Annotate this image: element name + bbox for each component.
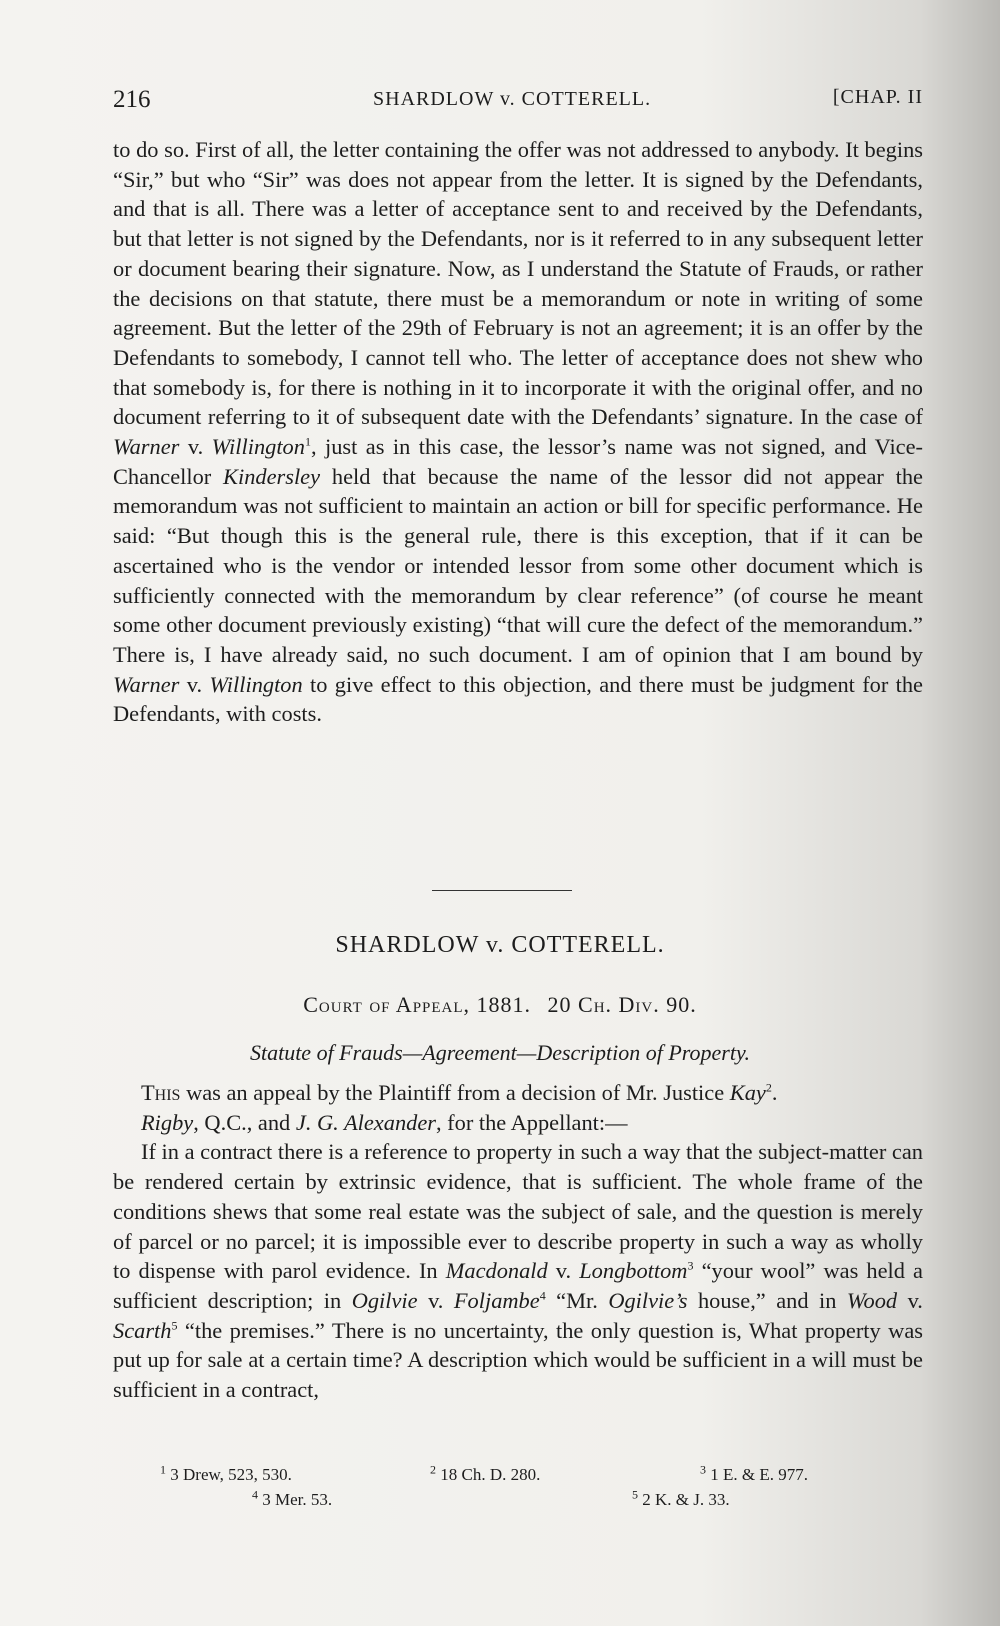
case-name: Wood xyxy=(846,1287,898,1313)
case-name: Scarth xyxy=(113,1317,172,1343)
page-number: 216 xyxy=(113,86,151,113)
judgment-text xyxy=(113,135,923,729)
footnote: $^3$ 1 E. & E. 977. xyxy=(700,1462,808,1484)
argument-paragraph: If in a contract there is a reference to property in such a way that the subject-matter can be rendered certain by extrinsic evidence, that is sufficient. The whole frame of the conditions shews that some real estate was the subject of sale, and the question is merely of parcel or no parcel; it is impossible ever to describe property in such a way as wholly to dispense with parol evidence. In Macdonald v. Longbottom$^3$ “your wool” was held a sufficient description; in Ogilvie v. Foljambe$^4$ “Mr. Ogilvie’s house,” and in Wood v. Scarth$^5$ “the premises.” There is no uncertainty, the only question is, What property was put up for sale at a certain time? A description which would be sufficient in a will must be sufficient in a contract, xyxy=(113,1139,923,1403)
court-line xyxy=(0,992,1000,1018)
footnote-ref: 5 xyxy=(171,1318,178,1333)
case-name: Foljambe xyxy=(453,1287,540,1313)
case-name: Ogilvie’s xyxy=(608,1287,688,1313)
case-name: Macdonald xyxy=(445,1258,548,1284)
citation: 20 Ch. Div. 90. xyxy=(547,992,697,1017)
footnote: $^4$ 3 Mer. 53. xyxy=(252,1487,333,1509)
appeal-line: This was an appeal by the Plaintiff from a decision of Mr. Justice Kay$^2$. xyxy=(141,1080,778,1105)
footnote-ref: 1 xyxy=(304,434,311,449)
counsel-line: Rigby, Q.C., and J. G. Alexander, for the Appellant:— xyxy=(141,1109,628,1135)
footnote: $^2$ 18 Ch. D. 280. xyxy=(430,1462,541,1484)
subject-heading: Statute of Frauds—Agreement—Description of Property. xyxy=(249,1040,751,1065)
section-divider xyxy=(432,890,572,891)
case-name: Willington xyxy=(209,671,303,697)
chapter-label: [CHAP. II xyxy=(832,86,923,108)
case-name: Longbottom xyxy=(579,1258,688,1284)
running-title: SHARDLOW v. COTTERELL. xyxy=(373,88,652,110)
running-header xyxy=(113,84,923,124)
judgment-paragraph: to do so. First of all, the letter containing the offer was not addressed to anybody. It begins “Sir,” but who “Sir” was does not appear from the letter. It is signed by the Defendants, and that is all. There was a letter of acceptance sent to and received by the Defendants, but that letter is not signed by the Defendants, nor is it referred to in any subsequent letter or document bearing their signature. Now, as I understand the Statute of Frauds, or rather the decisions on that statute, there must be a memorandum or note in writing of some agreement. But the letter of the 29th of February is not an agreement; it is an offer by the Defendants to somebody, I cannot tell who. The letter of acceptance does not shew who that somebody is, for there is nothing in it to incorporate it with the original offer, and no document referring to it of subsequent date with the Defendants’ signature. In the case of Warner v. Willington$^1$, just as in this case, the lessor’s name was not signed, and Vice-Chancellor Kindersley held that because the name of the lessor did not appear the memorandum was not sufficient to maintain an action or bill for specific performance. He said: “But though this is the general rule, there is this exception, that if it can be ascertained who is the vendor or intended lessor from some other document which is sufficiently connected with the memorandum by clear reference” (of course he meant some other document previously existing) “that will cure the defect of the memorandum.” There is, I have already said, no such document. I am of opinion that I am bound by Warner v. Willington to give effect to this objection, and there must be judgment for the Defendants, with costs. xyxy=(113,137,923,727)
case-name: Ogilvie xyxy=(351,1287,418,1313)
judge-name: Kay xyxy=(729,1080,766,1105)
footnote-ref: 2 xyxy=(765,1080,772,1095)
counsel-name: J. G. Alexander xyxy=(295,1109,436,1135)
footnote: $^5$ 2 K. & J. 33. xyxy=(632,1487,730,1509)
report-text xyxy=(113,1078,923,1405)
footnote-ref: 4 xyxy=(539,1288,546,1303)
case-name: Warner xyxy=(113,671,180,697)
footnote: $^1$ 3 Drew, 523, 530. xyxy=(160,1462,292,1484)
counsel-name: Rigby xyxy=(141,1109,194,1135)
court-name: Court of Appeal, 1881. xyxy=(303,992,532,1017)
case-name: Willington xyxy=(211,434,305,460)
case-title: SHARDLOW v. COTTERELL. xyxy=(335,932,665,958)
judge-name: Kindersley xyxy=(223,463,321,489)
case-name: Warner xyxy=(113,434,180,460)
footnote-ref: 3 xyxy=(687,1258,694,1273)
